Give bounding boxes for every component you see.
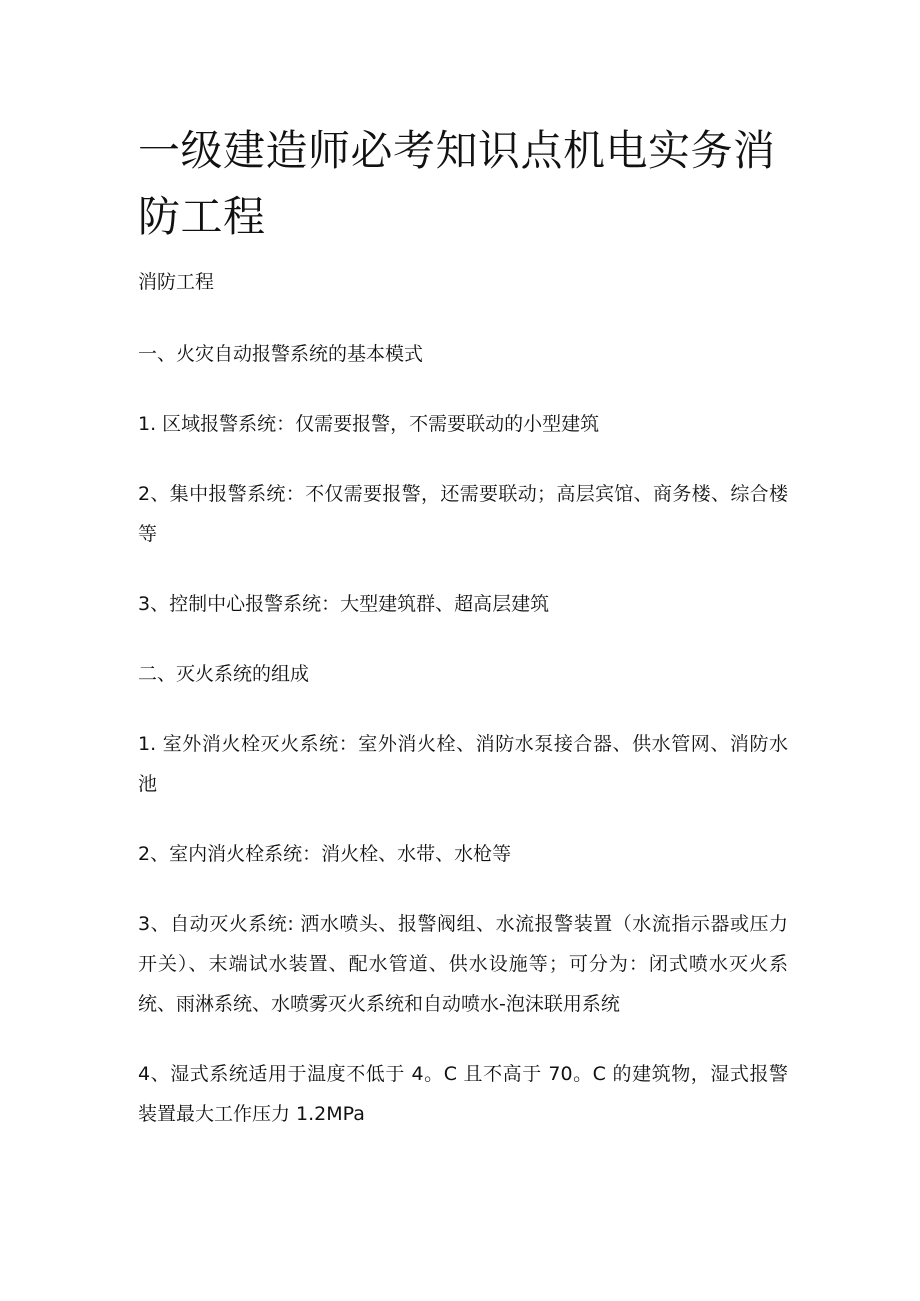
paragraph-automatic-sprinkler: 3、自动灭火系统: 洒水喷头、报警阀组、水流报警装置（水流指示器或压力开关）、末端试水装置、配水管道、供水设施等；可分为：闭式喷水灭火系统、雨淋系统、水喷雾灭火系统和自动喷水-泡沫联用系统 (138, 913, 788, 1015)
paragraph-wet-system: 4、湿式系统适用于温度不低于 4。C 且不高于 70。C 的建筑物，湿式报警装置最大工作压力 1.2MPa (138, 1063, 788, 1125)
paragraph-area-alarm: 1. 区域报警系统：仅需要报警，不需要联动的小型建筑 (138, 413, 600, 435)
paragraph-centralized-alarm: 2、集中报警系统：不仅需要报警，还需要联动；高层宾馆、商务楼、综合楼等 (138, 483, 788, 545)
section-heading-main: 消防工程 (138, 271, 215, 293)
paragraph-indoor-hydrant: 2、室内消火栓系统：消火栓、水带、水枪等 (138, 843, 512, 865)
paragraph-control-center-alarm: 3、控制中心报警系统：大型建筑群、超高层建筑 (138, 593, 550, 615)
document-body (138, 262, 788, 1164)
paragraph-outdoor-hydrant: 1. 室外消火栓灭火系统：室外消火栓、消防水泵接合器、供水管网、消防水池 (138, 733, 788, 795)
section-heading-alarm-modes: 一、火灾自动报警系统的基本模式 (138, 343, 424, 365)
section-heading-fire-extinguishing: 二、灭火系统的组成 (138, 663, 310, 685)
document-title: 一级建造师必考知识点机电实务消防工程 (138, 126, 776, 241)
